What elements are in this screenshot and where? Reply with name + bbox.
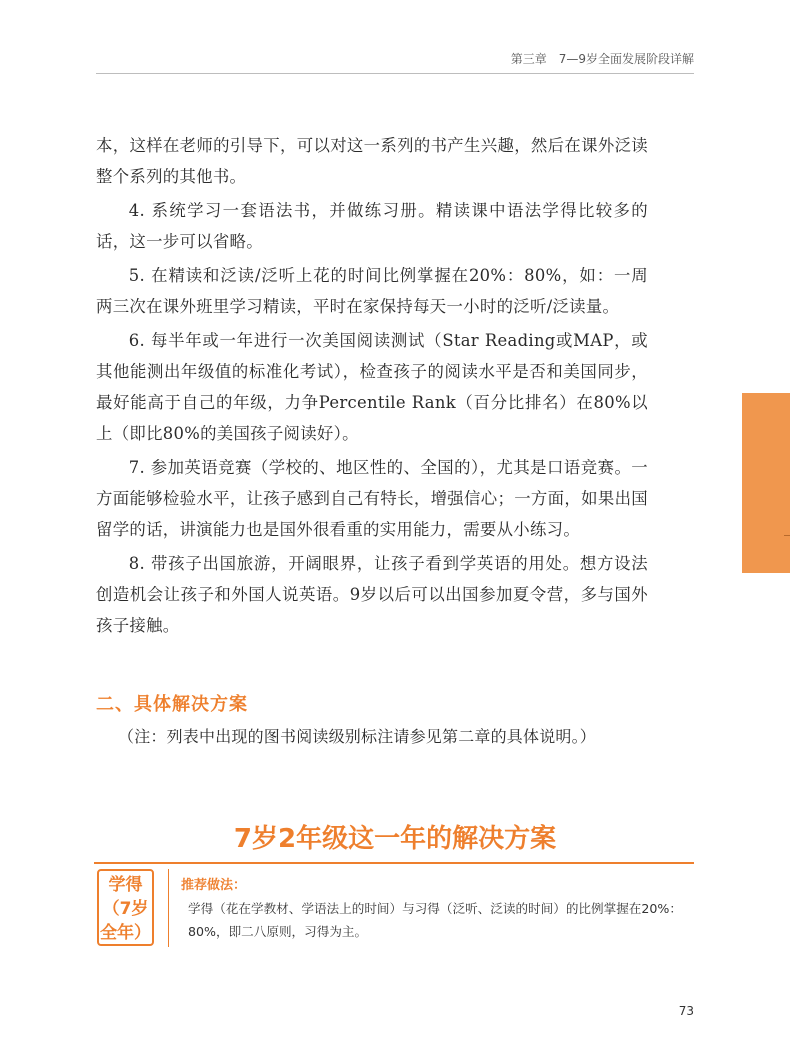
- plan-vertical-divider: [168, 869, 169, 947]
- paragraph-item-8: 8. 带孩子出国旅游，开阔眼界，让孩子看到学英语的用处。想方设法创造机会让孩子和外国人说英语。9岁以后可以出国参加夏令营，多与国外孩子接触。: [96, 554, 648, 635]
- side-tab-tick: [784, 535, 790, 536]
- section-heading: 二、具体解决方案: [96, 694, 248, 715]
- paragraph-item-5: 5. 在精读和泛读/泛听上花的时间比例掌握在20%：80%，如：一周两三次在课外班里学习精读，平时在家保持每天一小时的泛听/泛读量。: [96, 266, 648, 316]
- plan-category-label: [97, 869, 154, 946]
- section-note: （注：列表中出现的图书阅读级别标注请参见第二章的具体说明。）: [118, 727, 597, 746]
- paragraph-item-7: 7. 参加英语竞赛（学校的、地区性的、全国的），尤其是口语竞赛。一方面能够检验水平，让孩子感到自己有特长，增强信心；一方面，如果出国留学的话，讲演能力也是国外很看重的实用能力，需要从小练习。: [96, 458, 648, 539]
- chapter-side-tab: [742, 393, 790, 573]
- plan-label-line-1: 学得: [108, 875, 143, 895]
- running-header: [96, 50, 694, 67]
- paragraph-continuation: 本，这样在老师的引导下，可以对这一系列的书产生兴趣，然后在课外泛读整个系列的其他书。: [96, 136, 648, 186]
- plan-label-line-2: （7岁: [102, 899, 149, 919]
- header-divider: [96, 73, 694, 74]
- page-number: 73: [678, 1004, 694, 1018]
- plan-label-line-3: 全年）: [100, 923, 151, 943]
- plan-divider: [94, 862, 694, 864]
- paragraph-item-6: 6. 每半年或一年进行一次美国阅读测试（Star Reading或MAP，或其他能测出年级值的标准化考试），检查孩子的阅读水平是否和美国同步，最好能高于自己的年级，力争Percentile Rank（百分比排名）在80%以上（即比80%的美国孩子阅读好）。: [96, 331, 648, 443]
- plan-title: 7岁2年级这一年的解决方案: [233, 824, 557, 854]
- header-title: 7—9岁全面发展阶段详解: [558, 52, 694, 66]
- recommend-text: 学得（花在学教材、学语法上的时间）与习得（泛听、泛读的时间）的比例掌握在20%：80%，即二八原则，习得为主。: [188, 901, 682, 939]
- paragraph-item-4: 4. 系统学习一套语法书，并做练习册。精读课中语法学得比较多的话，这一步可以省略。: [96, 201, 648, 251]
- recommend-label: 推荐做法：: [181, 878, 247, 893]
- body-text: [96, 130, 648, 644]
- header-chapter: 第三章: [510, 52, 547, 66]
